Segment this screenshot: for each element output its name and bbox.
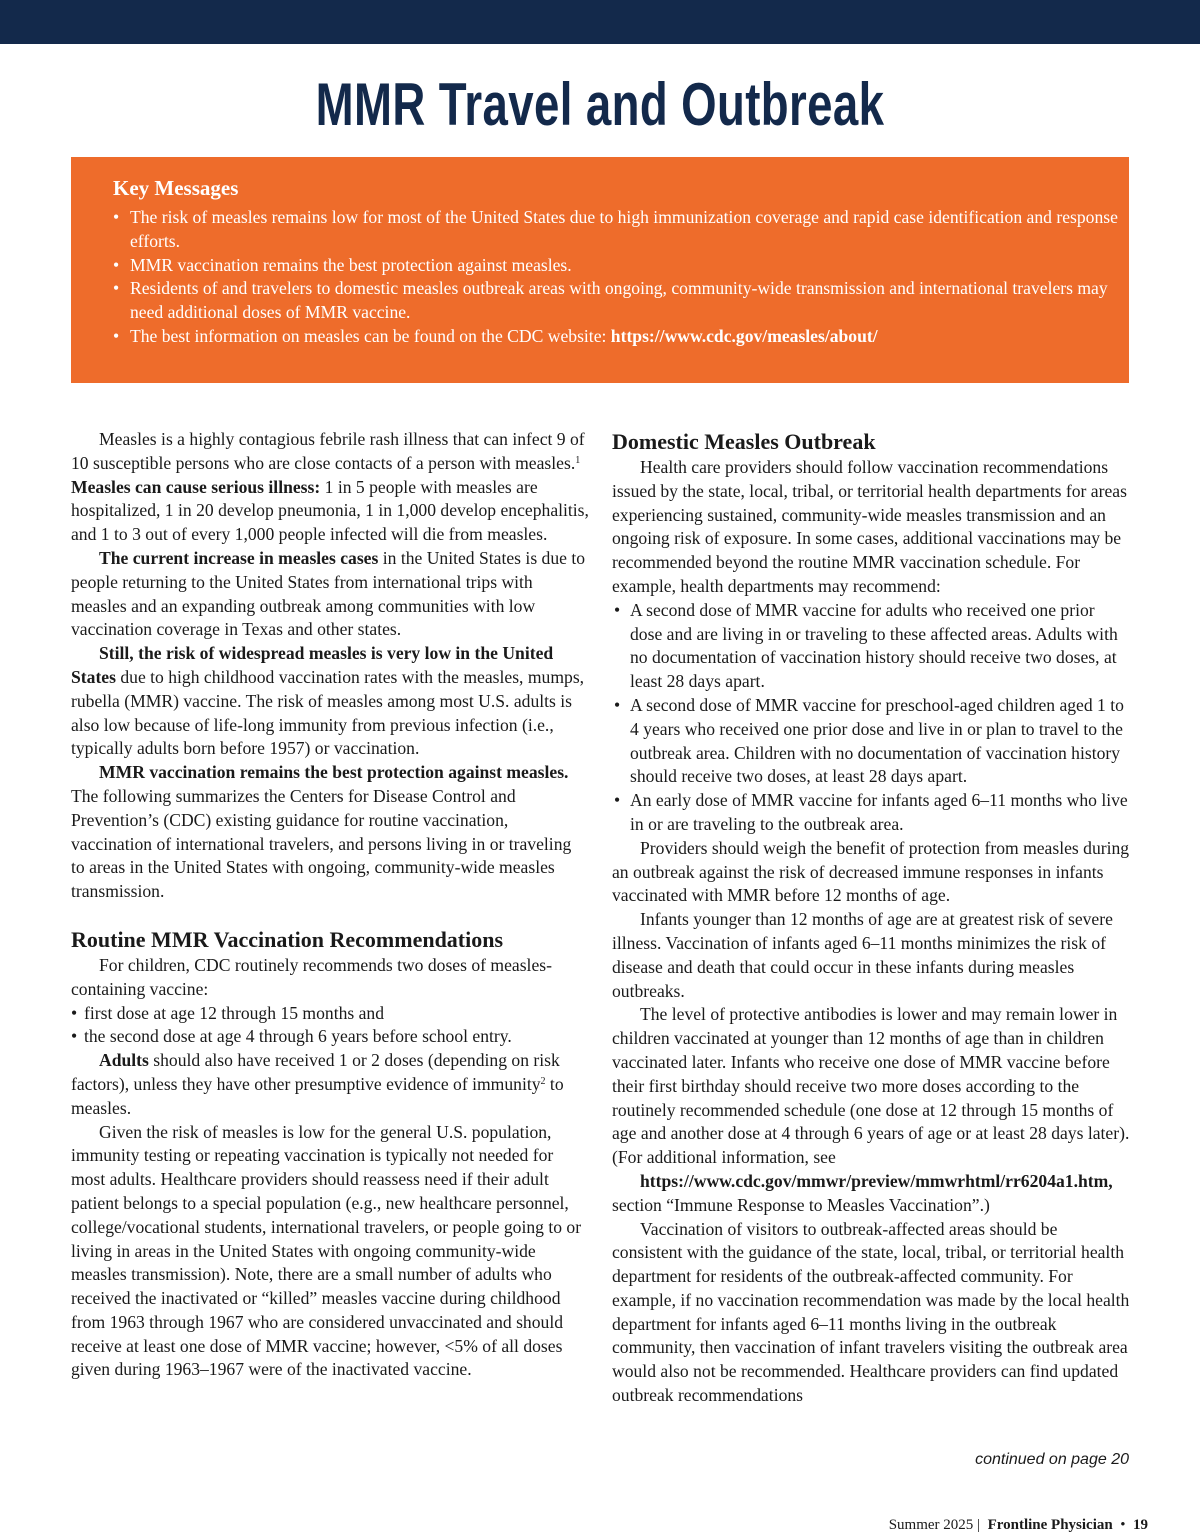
text-run: due to high childhood vaccination rates with the measles, mumps, rubella (MMR) vaccine. The risk of measles among most U.S. adults is also low because of life-long immunity from previous infection (i.e., typically adults born before 1957) or vaccination. bbox=[71, 666, 585, 759]
text-run: should also have received 1 or 2 doses (depending on risk factors), unless they have other presumptive evidence of immunity bbox=[71, 1050, 560, 1094]
bold-text: Measles can cause serious illness: bbox=[71, 476, 321, 497]
paragraph: Vaccination of visitors to outbreak-affected areas should be consistent with the guidance of the state, local, tribal, or territorial health department for residents of the outbreak-affected community. For example, if no vaccination recommendation was made by the local health department for infants aged 6–11 months living in the outbreak community, then vaccination of infant travelers visiting the outbreak area would also not be recommended. Healthcare providers can find updated outbreak recommendations bbox=[612, 1218, 1130, 1406]
right-column bbox=[612, 428, 1130, 1408]
list-item: • first dose at age 12 through 15 months and bbox=[71, 1002, 589, 1026]
paragraph: Health care providers should follow vaccination recommendations issued by the state, local, tribal, or territorial health departments for areas experiencing sustained, community-wide measles transmission and an ongoing risk of exposure. In some cases, additional vaccinations may be recommended beyond the routine MMR vaccination schedule. For example, health departments may recommend: bbox=[612, 457, 1127, 596]
routine-heading: Routine MMR Vaccination Recommendations bbox=[71, 926, 504, 952]
footnote-ref: 2 bbox=[540, 1075, 546, 1087]
footnote-ref: 1 bbox=[575, 454, 581, 466]
page-footer bbox=[889, 1517, 1148, 1534]
footer-separator: | bbox=[977, 1517, 981, 1533]
paragraph: Given the risk of measles is low for the general U.S. population, immunity testing or repeating vaccination is typically not needed for most adults. Healthcare providers should reassess need if their adult patient belongs to a special population (e.g., new healthcare personnel, college/vocational students, international travelers, or people going to or living in areas in the United States with ongoing community-wide measles transmission). Note, there are a small number of adults who received the inactivated or “killed” measles vaccine during childhood from 1963 through 1967 who are considered unvaccinated and should receive at least one dose of MMR vaccine; however, <5% of all doses given during 1963–1967 were of the inactivated vaccine. bbox=[71, 1121, 582, 1380]
key-message-item: • The risk of measles remains low for most of the United States due to high immunization coverage and rapid case identification and response efforts. bbox=[113, 206, 1129, 254]
outbreak-list bbox=[612, 599, 1130, 837]
text-run: 1 in 5 people with measles are hospitalized, 1 in 20 develop pneumonia, 1 in 1,000 develop encephalitis, and 1 to 3 out of every 1,000 people infected will die from measles. bbox=[71, 476, 589, 545]
key-messages-title: Key Messages bbox=[113, 176, 239, 200]
mmwr-link[interactable]: https://www.cdc.gov/mmwr/preview/mmwrhtml/rr6204a1.htm, bbox=[640, 1170, 1113, 1191]
bold-text: Still, the risk of widespread measles is very low in the United States bbox=[71, 643, 554, 687]
intro-paragraph bbox=[71, 428, 589, 547]
bold-text: Adults bbox=[99, 1050, 149, 1071]
paragraph: The level of protective antibodies is lower and may remain lower in children vaccinated at younger than 12 months of age than in children vaccinated later. Infants who receive one dose of MMR vaccine before their first birthday should receive two more doses according to the routinely recommended schedule (one dose at 12 through 15 months of age and another dose at 4 through 6 years of age or at least 28 days later). (For additional information, see bbox=[612, 1004, 1130, 1168]
key-message-item: • MMR vaccination remains the best protection against measles. bbox=[113, 254, 1129, 278]
key-message-item bbox=[113, 325, 1129, 349]
key-messages-list bbox=[113, 206, 1129, 349]
text-run: to measles. bbox=[71, 1073, 564, 1118]
paragraph bbox=[71, 547, 589, 642]
text-run: Measles is a highly contagious febrile rash illness that can infect 9 of 10 susceptible persons who are close contacts of a person with measles. bbox=[71, 429, 585, 473]
page-number: 19 bbox=[1133, 1517, 1148, 1533]
paragraph: For children, CDC routinely recommends two doses of measles-containing vaccine: bbox=[71, 954, 552, 999]
list-item: • the second dose at age 4 through 6 years before school entry. bbox=[71, 1025, 589, 1049]
url-line bbox=[612, 1170, 1130, 1194]
text-run: The following summarizes the Centers for Disease Control and Prevention’s (CDC) existing guidance for routine vaccination, vaccination of international travelers, and persons living in or traveling to areas in the United States with ongoing, community-wide measles transmission. bbox=[71, 785, 572, 902]
continued-note: continued on page 20 bbox=[975, 1451, 1129, 1468]
list-item: • An early dose of MMR vaccine for infants aged 6–11 months who live in or are traveling to the outbreak area. bbox=[612, 789, 1130, 837]
paragraph: Providers should weigh the benefit of protection from measles during an outbreak against the risk of decreased immune responses in infants vaccinated with MMR before 12 months of age. bbox=[612, 837, 1130, 906]
paragraph bbox=[71, 761, 589, 904]
issue-season: Summer 2025 bbox=[888, 1517, 974, 1533]
footer-bullet: • bbox=[1120, 1517, 1126, 1533]
outbreak-heading: Domestic Measles Outbreak bbox=[612, 429, 876, 454]
page-title: MMR Travel and Outbreak bbox=[315, 71, 885, 138]
paragraph bbox=[71, 1049, 589, 1120]
list-item: • A second dose of MMR vaccine for preschool-aged children aged 1 to 4 years who received one prior dose and live in or plan to travel to the outbreak area. Children with no documentation of vaccination history should receive two doses, at least 28 days apart. bbox=[612, 694, 1130, 789]
routine-list bbox=[71, 1002, 589, 1050]
publication-name: Frontline Physician bbox=[987, 1517, 1113, 1533]
bold-text: The current increase in measles cases bbox=[99, 547, 379, 568]
paragraph: section “Immune Response to Measles Vaccination”.) bbox=[612, 1194, 990, 1215]
key-message-item: • Residents of and travelers to domestic measles outbreak areas with ongoing, community-wide transmission and international travelers may need additional doses of MMR vaccine. bbox=[113, 277, 1129, 325]
bold-text: MMR vaccination remains the best protection against measles. bbox=[99, 762, 569, 783]
text-run: in the United States is due to people returning to the United States from international trips with measles and an expanding outbreak among communities with low vaccination coverage in Texas and other states. bbox=[71, 547, 586, 640]
left-column bbox=[71, 428, 589, 1382]
cdc-measles-link[interactable]: https://www.cdc.gov/measles/about/ bbox=[610, 325, 878, 346]
paragraph bbox=[71, 642, 589, 761]
list-item: • A second dose of MMR vaccine for adults who received one prior dose and are living in or traveling to these affected areas. Adults with no documentation of vaccination history should receive two doses, at least 28 days apart. bbox=[612, 599, 1130, 694]
paragraph: Infants younger than 12 months of age are at greatest risk of severe illness. Vaccination of infants aged 6–11 months minimizes the risk of disease and death that could occur in these infants during measles outbreaks. bbox=[612, 909, 1113, 1001]
top-bar bbox=[0, 0, 1200, 44]
key-messages-box bbox=[71, 157, 1129, 383]
key-message-text: The best information on measles can be found on the CDC website: bbox=[130, 325, 611, 346]
